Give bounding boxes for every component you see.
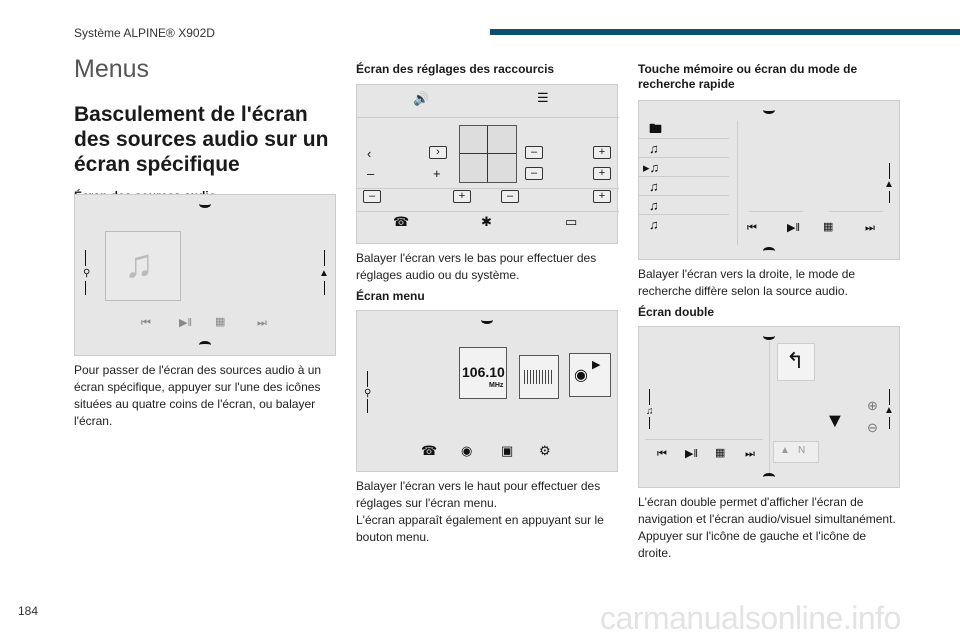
person-up-icon: ▲: [884, 405, 894, 416]
divider: [749, 211, 803, 212]
turn-instruction: [777, 343, 815, 381]
search-icon: ⚲: [364, 388, 372, 399]
swipe-up-chevron-icon: [199, 341, 211, 349]
divider: [639, 138, 729, 139]
divider: [639, 176, 729, 177]
person-up-icon: ▲: [884, 179, 894, 190]
grid-line: [460, 153, 516, 154]
next-track-icon[interactable]: ⏭: [745, 448, 755, 460]
shortcut-settings-paragraph: Balayer l'écran vers le bas pour effectuer des réglages audio ou du système.: [356, 251, 597, 282]
plus-button[interactable]: +: [593, 146, 611, 159]
previous-track-icon[interactable]: ⏮: [747, 222, 757, 234]
selected-music-note-icon[interactable]: ▸♫: [643, 160, 660, 175]
minus-button[interactable]: –: [501, 190, 519, 203]
person-up-icon: ▲: [319, 268, 329, 279]
search-icon: ⚲: [83, 268, 91, 279]
left-edge-line: [367, 399, 368, 413]
right-edge-line: [889, 389, 890, 405]
quick-search-paragraph: Balayer l'écran vers la droite, le mode de recherche diffère selon la source audio.: [638, 267, 856, 298]
volume-icon: 🔊: [413, 91, 430, 106]
shortcut-settings-subheading: Écran des réglages des raccourcis: [356, 62, 555, 76]
right-edge-line: [889, 417, 890, 429]
divider: [645, 439, 763, 440]
previous-track-icon[interactable]: ⏮: [657, 448, 667, 460]
album-art: [105, 231, 181, 301]
divider: [357, 117, 619, 118]
gear-icon[interactable]: ⚙: [539, 443, 551, 458]
left-edge-line: [649, 417, 650, 429]
divider: [769, 341, 770, 477]
right-edge-line: [324, 250, 325, 266]
minus-button[interactable]: –: [525, 167, 543, 180]
plus-button[interactable]: +: [593, 190, 611, 203]
voice-icon[interactable]: ☎: [393, 214, 410, 229]
column-1: [74, 55, 336, 204]
right-edge-line: [889, 191, 890, 203]
folder-icon[interactable]: 🖿: [649, 121, 663, 136]
main-heading: Basculement de l'écran des sources audio sur un écran spécifique: [74, 103, 329, 176]
media-play-icon: ▶: [592, 359, 601, 371]
music-note-icon: ♫: [124, 242, 154, 286]
zoom-in-icon[interactable]: ⊕: [867, 398, 878, 413]
swipe-down-chevron-icon: [763, 332, 775, 340]
play-pause-icon[interactable]: ▶‖: [685, 448, 699, 460]
audio-sources-paragraph: Pour passer de l'écran des sources audio à un écran spécifique, appuyer sur l'une des icônes situées au quatre coins de l'écran, ou balayer l'écran.: [74, 363, 322, 428]
header-title: Système ALPINE® X902D: [74, 26, 215, 40]
dual-screen-subheading: Écran double: [638, 305, 715, 319]
plus-icon[interactable]: +: [433, 166, 441, 181]
swipe-down-chevron-icon: [481, 316, 493, 324]
divider: [829, 211, 883, 212]
compass[interactable]: [773, 441, 819, 463]
settings-sliders-icon: ☰: [537, 90, 549, 105]
media-disc-icon: ◉: [574, 367, 588, 384]
divider: [357, 211, 619, 212]
plus-button[interactable]: +: [453, 190, 471, 203]
radio-frequency: 106.10: [462, 364, 505, 380]
tuner-tile[interactable]: [519, 355, 559, 399]
next-track-icon[interactable]: ⏭: [865, 222, 875, 234]
music-note-icon[interactable]: ♫: [649, 141, 659, 156]
car-icon[interactable]: ▣: [501, 443, 514, 458]
minus-button[interactable]: –: [525, 146, 543, 159]
right-edge-line: [324, 281, 325, 295]
page-number: 184: [18, 604, 39, 618]
music-note-icon[interactable]: ♫: [649, 217, 659, 232]
grid-line: [487, 126, 488, 182]
menu-screen-paragraph-b: L'écran apparaît également en appuyant sur le bouton menu.: [356, 513, 604, 544]
next-track-icon[interactable]: ⏭: [257, 317, 267, 329]
equalizer-icon[interactable]: ▦: [215, 316, 226, 328]
music-note-icon[interactable]: ♫: [649, 198, 659, 213]
compass-label: N: [798, 445, 806, 456]
swipe-down-chevron-icon: [763, 106, 775, 114]
minus-icon[interactable]: –: [367, 166, 375, 181]
shortcut-settings-screen: [356, 84, 618, 244]
divider: [737, 121, 738, 245]
menu-screen-paragraph: [356, 478, 618, 546]
watermark: carmanualsonline.info: [600, 600, 901, 636]
turn-left-arrow-icon: ↰: [786, 348, 805, 373]
quick-search-subheading: Touche mémoire ou écran du mode de recherche rapide: [638, 62, 858, 91]
left-edge-line: [649, 389, 650, 405]
music-note-icon: ♫: [646, 406, 654, 417]
display-icon[interactable]: ▭: [565, 214, 578, 229]
equalizer-icon[interactable]: ▦: [715, 447, 726, 459]
dual-screen-paragraph: L'écran double permet d'afficher l'écran de navigation et l'écran audio/visuel simultanément. Appuyer sur l'icône de gauche et l'icône de droite.: [638, 495, 896, 560]
play-pause-icon[interactable]: ▶‖: [787, 222, 801, 234]
section-title: Menus: [74, 55, 150, 83]
music-note-icon[interactable]: ♫: [649, 179, 659, 194]
right-arrow-button[interactable]: ›: [429, 146, 447, 159]
left-edge-line: [367, 371, 368, 387]
left-arrow-icon[interactable]: ‹: [367, 146, 372, 161]
swipe-down-chevron-icon: [199, 200, 211, 208]
previous-track-icon[interactable]: ⏮: [141, 317, 151, 329]
compass-arrow-icon: ▲: [780, 445, 790, 456]
minus-button[interactable]: –: [363, 190, 381, 203]
audio-icon[interactable]: ◉: [461, 443, 473, 458]
tuner-scale: [524, 370, 554, 384]
equalizer-icon[interactable]: ▦: [823, 221, 834, 233]
divider: [357, 188, 619, 189]
dual-screen: [638, 326, 900, 488]
zoom-out-icon[interactable]: ⊖: [867, 420, 878, 435]
radio-unit: MHz: [489, 382, 504, 389]
left-edge-line: [85, 281, 86, 295]
position-marker-icon: ▼: [825, 410, 845, 432]
header-bar: [490, 29, 960, 35]
phone-icon[interactable]: ☎: [421, 443, 438, 458]
divider: [639, 214, 729, 215]
swipe-up-chevron-icon: [763, 247, 775, 255]
right-edge-line: [889, 163, 890, 179]
divider: [639, 157, 729, 158]
divider: [639, 195, 729, 196]
bluetooth-icon[interactable]: ✱: [481, 214, 492, 229]
menu-screen-subheading: Écran menu: [356, 289, 425, 303]
media-tile[interactable]: [569, 353, 611, 397]
quick-search-screen: [638, 100, 900, 260]
radio-tile[interactable]: [459, 347, 507, 399]
audio-sources-screen: [74, 194, 336, 356]
menu-screen: [356, 310, 618, 472]
menu-screen-paragraph-a: Balayer l'écran vers le haut pour effectuer des réglages sur l'écran menu.: [356, 479, 601, 510]
plus-button[interactable]: +: [593, 167, 611, 180]
play-pause-icon[interactable]: ▶‖: [179, 317, 193, 329]
swipe-up-chevron-icon: [763, 473, 775, 481]
balance-fader-grid[interactable]: [459, 125, 517, 183]
left-edge-line: [85, 250, 86, 266]
